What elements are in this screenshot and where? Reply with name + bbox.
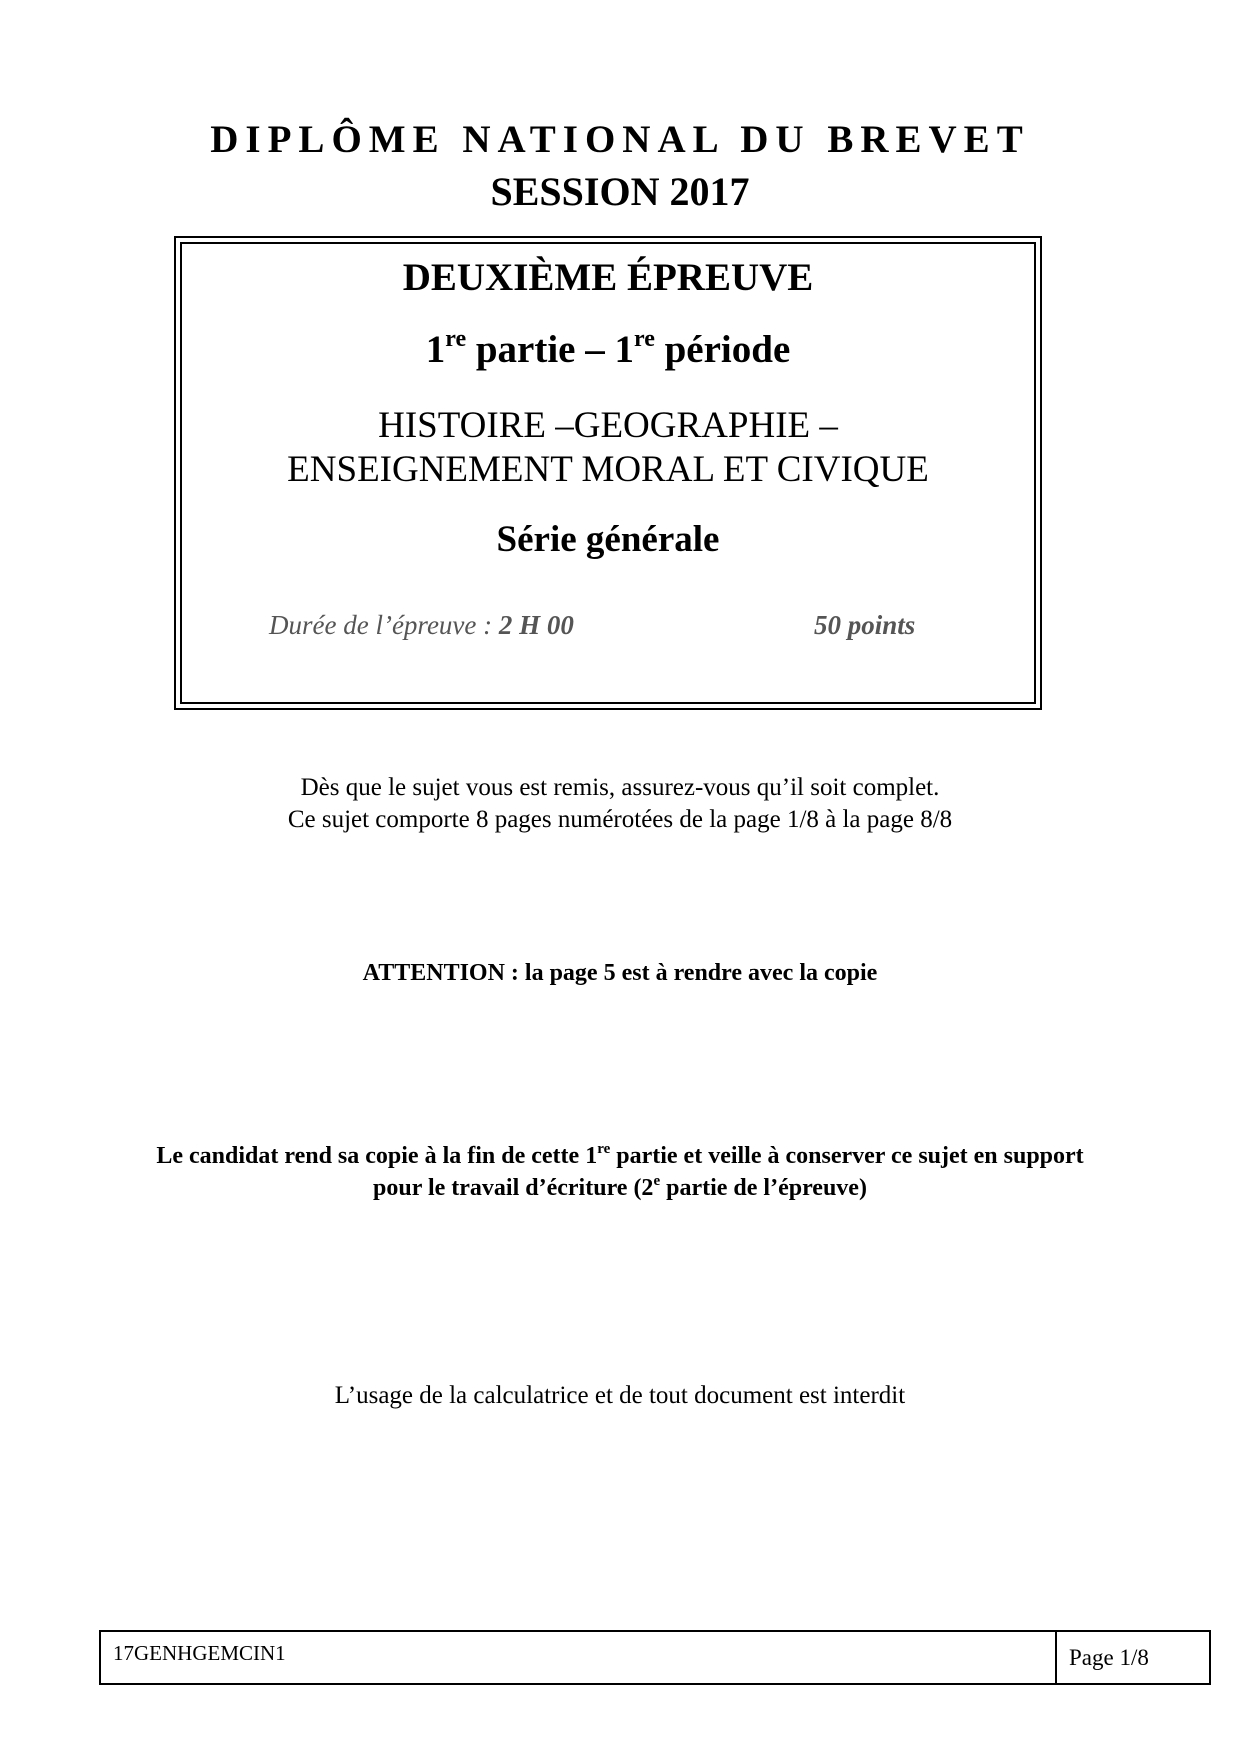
notice-line-2: Ce sujet comporte 8 pages numérotées de la page 1/8 à la page 8/8 [287, 806, 953, 833]
page-footer [99, 1630, 1211, 1685]
page-number: Page 1/8 [1069, 1645, 1149, 1670]
usage-notice: L’usage de la calculatrice et de tout document est interdit [334, 1382, 906, 1409]
period-number: 1 [614, 328, 634, 371]
serie-label: Série générale [496, 519, 720, 560]
period-ordinal: re [633, 326, 655, 352]
duration-label: Durée de l’épreuve : [269, 610, 499, 640]
exam-duration [269, 609, 574, 641]
exam-points: 50 points [814, 610, 916, 640]
partie-text: partie – [466, 328, 615, 371]
document-code: 17GENHGEMCIN1 [113, 1641, 286, 1665]
session-year: SESSION 2017 [490, 169, 750, 214]
candidat-line-2 [0, 1172, 1240, 1207]
exam-info-box-inner [180, 242, 1036, 704]
exam-info-box [174, 236, 1042, 710]
duration-value: 2 H 00 [498, 610, 574, 640]
attention-notice: ATTENTION : la page 5 est à rendre avec la copie [362, 960, 878, 986]
epreuve-title: DEUXIÈME ÉPREUVE [402, 256, 814, 299]
subject-line-2: ENSEIGNEMENT MORAL ET CIVIQUE [287, 449, 929, 490]
diploma-title: DIPLÔME NATIONAL DU BREVET [210, 118, 1030, 161]
period-text: période [654, 328, 791, 371]
partie-number: 1 [425, 328, 446, 371]
footer-divider [1055, 1632, 1057, 1683]
partie-period-line [182, 326, 1034, 379]
candidat-line-1 [0, 1140, 1240, 1175]
candidat-line-1-ordinal: re [597, 1141, 611, 1157]
notice-line-1: Dès que le sujet vous est remis, assurez-vous qu’il soit complet. [300, 774, 940, 801]
subject-line-1: HISTOIRE –GEOGRAPHIE – [378, 405, 838, 446]
candidat-line-2-part1: pour le travail d’écriture (2 [373, 1175, 654, 1201]
candidat-line-1-part2: partie et veille à conserver ce sujet en support [610, 1143, 1084, 1169]
partie-ordinal: re [445, 326, 467, 352]
candidat-line-2-ordinal: e [653, 1173, 661, 1189]
candidat-line-1-part1: Le candidat rend sa copie à la fin de cette 1 [156, 1143, 598, 1169]
candidat-line-2-part2: partie de l’épreuve) [660, 1175, 867, 1201]
